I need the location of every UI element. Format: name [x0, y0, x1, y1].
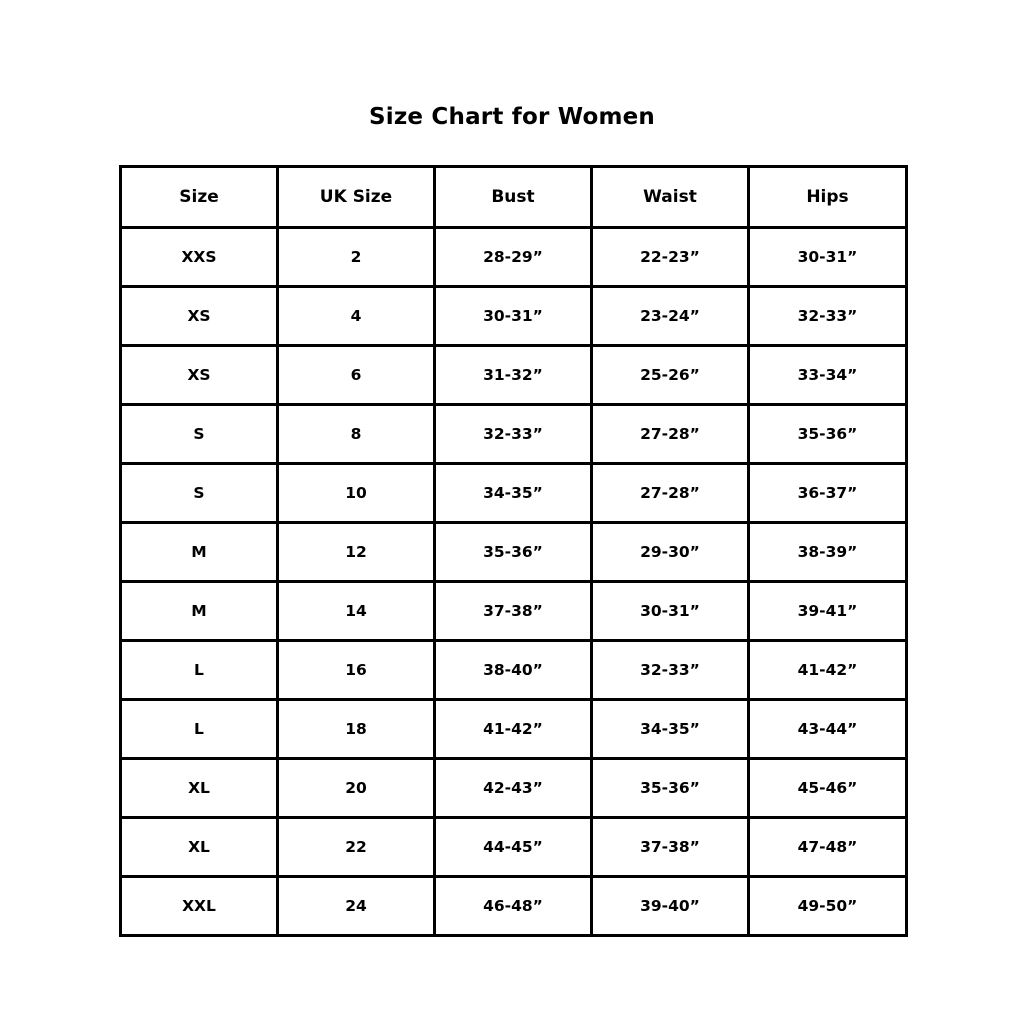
- column-header-hips: Hips: [749, 167, 907, 228]
- cell-bust: 30-31”: [435, 287, 592, 346]
- table-row: [121, 818, 907, 877]
- cell-hips: 35-36”: [749, 405, 907, 464]
- cell-uk: 22: [278, 818, 435, 877]
- cell-hips: 30-31”: [749, 228, 907, 287]
- table-header: [121, 167, 907, 228]
- cell-waist: 23-24”: [592, 287, 749, 346]
- table-row: [121, 877, 907, 936]
- cell-bust: 32-33”: [435, 405, 592, 464]
- table-row: [121, 582, 907, 641]
- cell-uk: 10: [278, 464, 435, 523]
- cell-waist: 34-35”: [592, 700, 749, 759]
- cell-waist: 22-23”: [592, 228, 749, 287]
- cell-uk: 12: [278, 523, 435, 582]
- cell-size: XXL: [121, 877, 278, 936]
- cell-size: XS: [121, 287, 278, 346]
- cell-size: XL: [121, 759, 278, 818]
- table-row: [121, 228, 907, 287]
- cell-waist: 37-38”: [592, 818, 749, 877]
- column-header-waist: Waist: [592, 167, 749, 228]
- cell-uk: 24: [278, 877, 435, 936]
- cell-size: L: [121, 700, 278, 759]
- table-row: [121, 287, 907, 346]
- cell-bust: 31-32”: [435, 346, 592, 405]
- cell-hips: 41-42”: [749, 641, 907, 700]
- cell-waist: 27-28”: [592, 405, 749, 464]
- cell-size: XL: [121, 818, 278, 877]
- cell-size: L: [121, 641, 278, 700]
- cell-uk: 2: [278, 228, 435, 287]
- cell-bust: 44-45”: [435, 818, 592, 877]
- table-header-row: [121, 167, 907, 228]
- cell-waist: 29-30”: [592, 523, 749, 582]
- cell-size: XS: [121, 346, 278, 405]
- cell-bust: 35-36”: [435, 523, 592, 582]
- cell-hips: 43-44”: [749, 700, 907, 759]
- cell-hips: 32-33”: [749, 287, 907, 346]
- cell-uk: 4: [278, 287, 435, 346]
- cell-bust: 28-29”: [435, 228, 592, 287]
- cell-waist: 35-36”: [592, 759, 749, 818]
- cell-size: M: [121, 582, 278, 641]
- table-row: [121, 700, 907, 759]
- cell-bust: 42-43”: [435, 759, 592, 818]
- cell-size: S: [121, 405, 278, 464]
- cell-waist: 39-40”: [592, 877, 749, 936]
- column-header-bust: Bust: [435, 167, 592, 228]
- cell-uk: 8: [278, 405, 435, 464]
- cell-size: XXS: [121, 228, 278, 287]
- cell-waist: 32-33”: [592, 641, 749, 700]
- table-body: [121, 228, 907, 936]
- cell-hips: 45-46”: [749, 759, 907, 818]
- cell-uk: 20: [278, 759, 435, 818]
- cell-waist: 30-31”: [592, 582, 749, 641]
- cell-bust: 41-42”: [435, 700, 592, 759]
- page-title: Size Chart for Women: [368, 104, 655, 130]
- cell-size: M: [121, 523, 278, 582]
- table-row: [121, 405, 907, 464]
- cell-waist: 27-28”: [592, 464, 749, 523]
- column-header-size: Size: [121, 167, 278, 228]
- table-row: [121, 759, 907, 818]
- table-row: [121, 464, 907, 523]
- cell-bust: 46-48”: [435, 877, 592, 936]
- cell-uk: 14: [278, 582, 435, 641]
- cell-hips: 38-39”: [749, 523, 907, 582]
- cell-bust: 34-35”: [435, 464, 592, 523]
- cell-uk: 6: [278, 346, 435, 405]
- cell-hips: 33-34”: [749, 346, 907, 405]
- cell-bust: 38-40”: [435, 641, 592, 700]
- size-chart-table: [119, 165, 908, 937]
- table-row: [121, 523, 907, 582]
- cell-hips: 47-48”: [749, 818, 907, 877]
- cell-uk: 18: [278, 700, 435, 759]
- cell-hips: 36-37”: [749, 464, 907, 523]
- cell-waist: 25-26”: [592, 346, 749, 405]
- cell-bust: 37-38”: [435, 582, 592, 641]
- cell-hips: 39-41”: [749, 582, 907, 641]
- cell-uk: 16: [278, 641, 435, 700]
- table-row: [121, 641, 907, 700]
- column-header-uk-size: UK Size: [278, 167, 435, 228]
- cell-size: S: [121, 464, 278, 523]
- cell-hips: 49-50”: [749, 877, 907, 936]
- table-row: [121, 346, 907, 405]
